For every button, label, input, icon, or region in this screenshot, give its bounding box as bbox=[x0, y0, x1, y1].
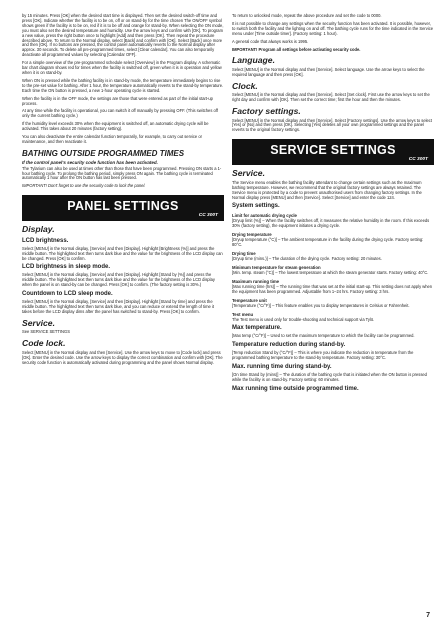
heading-factory-settings: Factory settings. bbox=[232, 106, 301, 117]
paragraph: [Temp reduction Stand by (°C/°F)] – This is where you indicate the reduction in temperature from the programmed bathing temperature to the stand-by temperature. Factory setting: 30°C. bbox=[232, 350, 414, 361]
paragraph: When ON is pressed while the bathing facility is in stand-by mode, the temperature immediately begins to rise to the pre-set value for bathing. After 1 hour, the temperature automatically reverts to the stand-by temperature. Each time the ON button is pressed, a new 1-hour operating cycle is started. bbox=[22, 77, 224, 93]
paragraph: [Max temp (°C/°F)] – Used to set the maximum temperature to which the facility can be programmed. bbox=[232, 333, 415, 339]
important-note: IMPORTANT! Don't forget to use the security code to lock the panel. bbox=[22, 183, 146, 189]
paragraph: To return to unlocked mode, repeat the above procedure and set the code to 0000. bbox=[232, 13, 382, 18]
page-number: 7 bbox=[426, 612, 430, 619]
heading-lcd-brightness: LCD brightness. bbox=[22, 237, 69, 244]
paragraph: [Max running time (hrs)] – The running time that was set at the initial start-up. This setting does not apply when the equipment has been programmed. Adjustable from 1–24 hrs. Factory setting: 3 hrs. bbox=[232, 283, 433, 294]
heading-countdown: Countdown to LCD sleep mode. bbox=[22, 291, 113, 298]
heading-code-lock: Code lock. bbox=[22, 338, 66, 349]
paragraph: You can also deactivate the entire calendar function temporarily, for example, to carry out service or maintenance, and then reactivate it. bbox=[22, 134, 202, 144]
left-column bbox=[22, 14, 224, 369]
subheading: Temperature unit bbox=[232, 297, 267, 303]
paragraph: The Service menu enables the bathing facility attendant to change certain settings such as the maximum bathing temperature. However, we recommend that the original factory settings are always retained. The Service menu is protected by a code to prevent unauthorised users from changing factory settings. In the Normal display press [MENU] and then [Service]. Select [Service] and enter the code 124. bbox=[232, 179, 422, 200]
paragraph: [Dryup time (mins.)] – The duration of the drying cycle. Factory setting: 20 minutes. bbox=[232, 256, 382, 262]
paragraph: The Tylarium can also be used at times other than those that have been programmed. Pressing ON starts a 1-hour bathing cycle. To prolong the bathing period, simply press ON again. The bathing cycle is terminated automatically 1 hour after the ON button has last been pressed. bbox=[22, 165, 222, 181]
paragraph: It is not possible to change any settings when the security function has been activated. It is possible, however, to switch both the facility and the lighting on and off. The bathing cycle runs for the time indicated in the Service menu under [Time outside timer]. (Factory setting: 1 hour). bbox=[232, 20, 434, 36]
service-settings-banner bbox=[232, 139, 434, 165]
paragraph: Select [MENU] in the Normal display and then [Service]. Select language. Use the arrow keys to select the required language and then press [OK]. bbox=[232, 66, 425, 77]
paragraph: [Min. temp. steam (°C)] – The lowest temperature at which the steam generator starts. Factory setting: 40°C. bbox=[232, 269, 429, 275]
paragraph: [On time Stand by (mins)] – The duration of the bathing cycle that is initiated when the ON button is pressed while the facility is on stand-by. Factory setting: 60 minutes. bbox=[232, 372, 427, 383]
heading-display: Display. bbox=[22, 224, 55, 235]
heading-bathing-outside: BATHING OUTSIDE PROGRAMMED TIMES bbox=[22, 148, 185, 158]
paragraph: Select [MENU] in the Normal display, [Service] and then [Display]. Highlight [Stand by time] and press the middle button. The highlighted text then turns dark blue, and you can reduce or extend the length of time it takes before the LCD display dims after the panel has switched to stand-by. Press [OK] to confirm. bbox=[22, 299, 214, 315]
paragraph: Select [MENU] in the Normal display and then [Service]. Select [Set clock]. First use the arrow keys to set the right day and confirm with [OK]. Then set the correct time; first the hour and then the minutes. bbox=[232, 92, 430, 103]
banner-title: PANEL SETTINGS bbox=[67, 199, 179, 214]
paragraph: Select [MENU] in the Normal display and then [Service]. Select [Factory settings]. Use the arrow keys to select [Yes] or [No] and then press [OK]. Selecting [Yes] deletes all your own programmed settings and the panel reverts to the original factory settings. bbox=[232, 117, 432, 133]
banner-subtitle: CC 300T bbox=[198, 213, 218, 219]
subheading-security-code: If the control panel's security code function has been activated. bbox=[22, 159, 158, 165]
paragraph: For a simple overview of the pre-programmed schedule select [Overview] in the Program display. A schematic bar chart diagram shows red for times when the facility is switched off, green when it is in operation and yellow when it is on stand-by. bbox=[22, 60, 222, 75]
paragraph: A general code that always works is 1995. bbox=[232, 38, 309, 44]
important-note: IMPORTANT! Program all settings before activating security code. bbox=[232, 46, 361, 52]
paragraph: Select [MENU] in the Normal display, [Service] and then [Display]. Highlight [Brightness (%)] and press the middle button. The highlighted text then turns dark blue and the value for the brightness of the LCD display can be changed. Press [OK] to confirm. bbox=[22, 245, 223, 261]
heading-system-settings: System settings. bbox=[232, 203, 280, 210]
panel-settings-banner bbox=[22, 195, 224, 221]
heading-service: Service. bbox=[22, 317, 55, 328]
paragraph: [Dryup temperature (°C)] – The ambient temperature in the facility during the drying cycle. Factory setting: 80°C. bbox=[232, 237, 424, 248]
paragraph: [Dryup limit (%)] – When the facility switches off, it measures the relative humidity in the room. If this exceeds 30% (factory setting), the equipment initiates a drying cycle. bbox=[232, 218, 430, 229]
subheading: Test menu bbox=[232, 311, 254, 317]
subheading: Drying time bbox=[232, 251, 256, 257]
paragraph: by 15 minutes. Press [OK] when the desired start time is displayed. Then set the desired switch-off time and press [OK]. Indicate whether the facility is to be on, off or on stand-by for the time chosen The ON/OFF symbol shows green if the facility is to be on, red if it is to be off and orange for stand-by. When selecting the ON mode, you must also set the desired temperature and humidity. Use the arrow keys and confirm with [OK]. To program a new value, press the right button once to highlight [Add] and then press [OK]. Then repeat the procedure described above. To return to the Normal display, select [Back] and confirm with [OK]. Select [Back] once more and then [OK]. If no buttons are pressed, the control panel automatically reverts to the Normal display after approx. 30 seconds. To delete all pre-programmed times, select [Clear calendar]. You can also temporarily deactivate all programmed values by selecting [Calendar OFF]. bbox=[22, 13, 224, 58]
heading-clock: Clock. bbox=[232, 80, 258, 91]
paragraph: [Temperature (°C/°F)] – This feature enables you to display temperatures in Celsius or Fahrenheit. bbox=[232, 302, 410, 308]
paragraph: When the facility is in the OFF mode, the settings are those that were entered as part of the initial start-up process. bbox=[22, 95, 213, 106]
paragraph: Select [MENU] in the Normal display, [Service] and then [Display]. Highlight [Stand by (%)] and press the middle button. The highlighted text then turns dark blue and the value for the brightness of the LCD display when the panel is on stand-by can be changed. Press [OK] to confirm. (The factory setting is 30%.) bbox=[22, 272, 215, 288]
paragraph: See SERVICE SETTINGS bbox=[22, 329, 70, 335]
heading-temp-reduction: Temperature reduction during stand-by. bbox=[232, 342, 346, 349]
subheading: Drying temperature bbox=[232, 232, 272, 238]
right-column bbox=[232, 14, 434, 395]
subheading: Minimum temperature for steam generation bbox=[232, 264, 321, 270]
heading-max-running-outside: Max running time outside programmed time. bbox=[232, 386, 359, 392]
heading-language: Language. bbox=[232, 55, 275, 66]
heading-max-temp: Max temperature. bbox=[232, 325, 282, 332]
heading-lcd-sleep: LCD brightness in sleep mode. bbox=[22, 264, 111, 271]
heading-service: Service. bbox=[232, 168, 265, 179]
banner-subtitle: CC 300T bbox=[408, 157, 428, 163]
paragraph: The Test menu is used only for trouble-shooting and technical support via Tylö. bbox=[232, 316, 375, 322]
paragraph: If the humidity level exceeds 30% when the equipment is switched off, an automatic drying cycle will be activated. This takes about 20 minutes (factory setting). bbox=[22, 121, 209, 132]
subheading: Limit for automatic drying cycle bbox=[232, 213, 297, 219]
subheading: Maximum running time bbox=[232, 278, 280, 284]
banner-title: SERVICE SETTINGS bbox=[270, 143, 396, 158]
paragraph: At any time while the facility is operational, you can switch it off manually by pressing OFF. (This switches off only the current bathing cycle.) bbox=[22, 108, 218, 119]
paragraph: Select [MENU] in the Normal display and then [Service]. Use the arrow keys to move to [Code lock] and press [OK]. Enter the desired code. Use the arrow keys to display the correct combination and confirm with [OK]. The security code function is automatically activated during programming and the panel shows Normal display. bbox=[22, 349, 223, 365]
heading-max-running-standby: Max. running time during stand-by. bbox=[232, 364, 332, 371]
